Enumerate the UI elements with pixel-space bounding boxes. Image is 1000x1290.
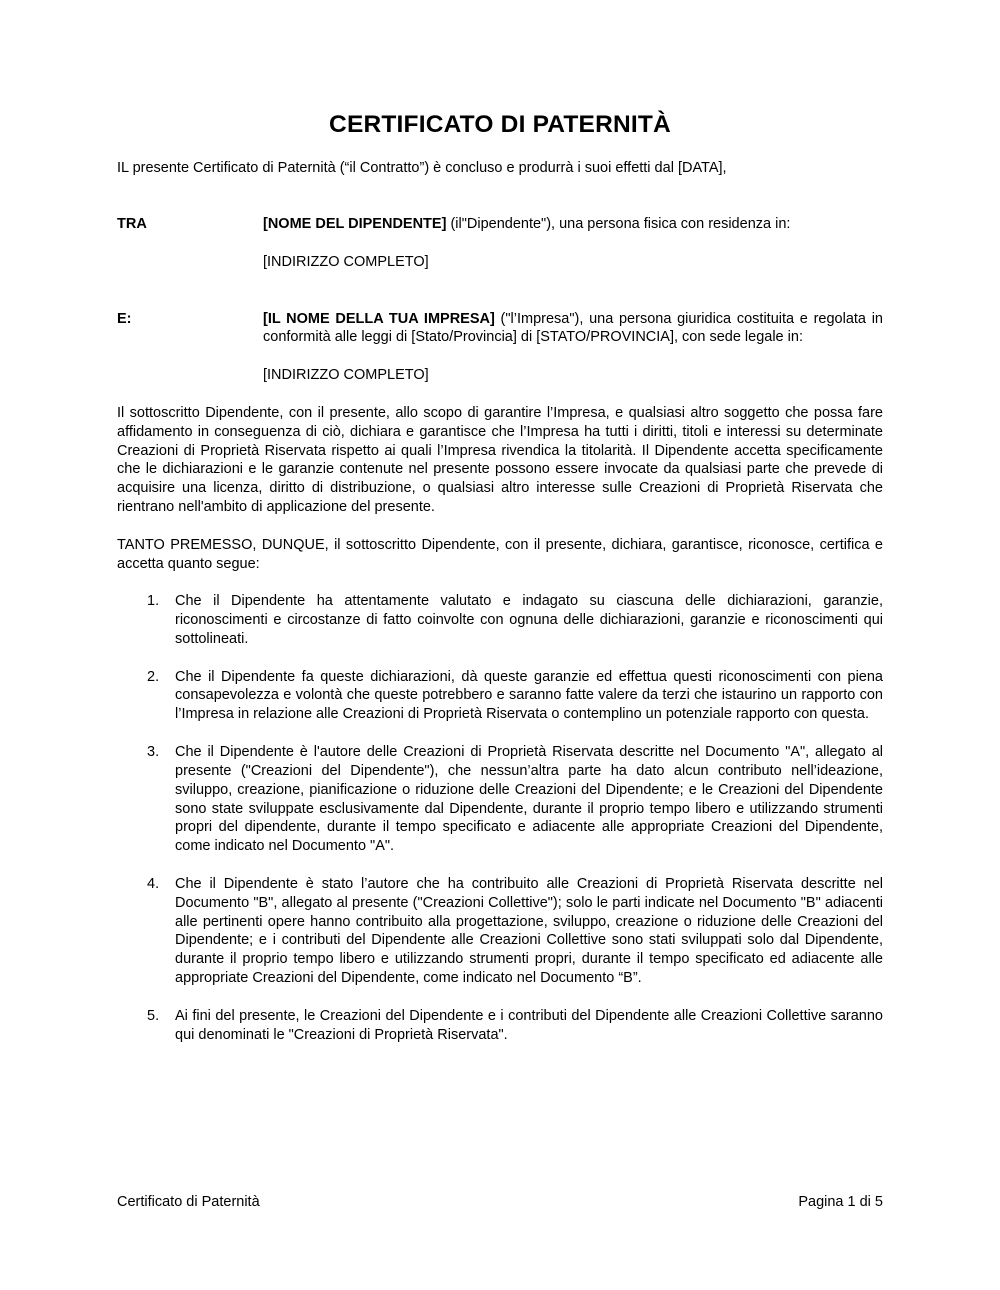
party-label-e: E: [117, 310, 132, 327]
party-block-tra [117, 215, 883, 234]
clause-text: Che il Dipendente fa queste dichiarazioni, dà queste garanzie ed effettua questi riconoscimenti con piena consapevolezza e volontà che queste potrebbero e saranno fatte valere da terzi che istaurino un rapporto con l’Impresa in relazione alle Creazioni di Proprietà Riservata o contemplino un potenziale rapporto con questa. [175, 668, 883, 723]
clause-item-4 [117, 875, 883, 988]
party-body-tra [263, 215, 883, 234]
clause-list [117, 592, 883, 1044]
page-footer [117, 1193, 883, 1212]
party-label-tra: TRA [117, 216, 147, 233]
clause-number: 4. [147, 875, 160, 892]
party-block-e [117, 310, 883, 348]
party-description-company: ("l’Impresa"), una persona giuridica costituita e regolata in conformità alle leggi di [Stato/Provincia] di [STATO/PROVINCIA], con sede legale in: [263, 310, 883, 346]
intro-paragraph: IL presente Certificato di Paternità (“il Contratto”) è concluso e produrrà i suoi effetti dal [DATA], [117, 159, 727, 176]
document-title: CERTIFICATO DI PATERNITÀ [329, 111, 671, 138]
recitals-paragraph: Il sottoscritto Dipendente, con il presente, allo scopo di garantire l’Impresa, e qualsiasi altro soggetto che possa fare affidamento in conseguenza di ciò, dichiara e garantisce che l’Impresa ha tutti i diritti, titoli e interessi su determinate Creazioni di Proprietà Riservata rispetto ai quali l’Impresa rivendica la titolarità. Il Dipendente accetta specificamente che le dichiarazioni e le garanzie contenute nel presente possono essere invocate da qualsiasi parte che prevede di acquisire una licenza, diritto di distribuzione, o qualsiasi altro interesse sulle Creazioni di Proprietà Riservata che rientrano nell'ambito di applicazione del presente. [117, 404, 883, 516]
party-description-employee: (il"Dipendente"), una persona fisica con residenza in: [450, 216, 791, 233]
clause-item-1 [117, 592, 883, 649]
lead-in-paragraph: TANTO PREMESSO, DUNQUE, il sottoscritto Dipendente, con il presente, dichiara, garantisce, riconosce, certifica e accetta quanto segue: [117, 536, 883, 572]
clause-text: Che il Dipendente è stato l’autore che ha contribuito alle Creazioni di Proprietà Riservata descritte nel Documento "B", allegato al presente ("Creazioni Collettive"); solo le parti indicate nel Documento "B" adiacenti alle pertinenti opere hanno contribuito alla progettazione, sviluppo, creazione o riduzione delle Creazioni del Dipendente; e i contributi del Dipendente alle Creazioni Collettive sono stati sviluppati solo dal Dipendente, durante il proprio tempo libero e utilizzando strumenti propri, durante il tempo specificato ed adiacente alle appropriate Creazioni del Dipendente, come indicato nel Documento “B”. [175, 875, 883, 987]
clause-item-3 [117, 743, 883, 856]
footer-doc-title: Certificato di Paternità [117, 1194, 260, 1210]
clause-number: 5. [147, 1007, 160, 1024]
party-address-company: [INDIRIZZO COMPLETO] [263, 367, 429, 384]
clause-number: 2. [147, 668, 160, 685]
clause-text: Che il Dipendente ha attentamente valutato e indagato su ciascuna delle dichiarazioni, garanzie, riconoscimenti e circostanze di fatto coinvolte con ognuna delle dichiarazioni, garanzie e riconoscimenti qui sottolineati. [175, 593, 883, 647]
clause-text: Ai fini del presente, le Creazioni del Dipendente e i contributi del Dipendente alle Creazioni Collettive saranno qui denominati le "Creazioni di Proprietà Riservata". [175, 1007, 883, 1043]
party-address-employee: [INDIRIZZO COMPLETO] [263, 254, 429, 271]
footer-page-number: Pagina 1 di 5 [798, 1194, 883, 1210]
clause-text: Che il Dipendente è l'autore delle Creazioni di Proprietà Riservata descritte nel Documento "A", allegato al presente ("Creazioni del Dipendente"), che nessun’altra parte ha dato alcun contributo nell’ideazione, sviluppo, creazione, pianificazione o riduzione delle Creazioni del Dipendente; e le Creazioni del Dipendente sono state sviluppate esclusivamente dal Dipendente, durante il proprio tempo libero e utilizzando strumenti propri del dipendente, durante il tempo specificato e adiacente alle appropriate Creazioni del Dipendente, come indicato nel Documento "A". [175, 744, 883, 855]
clause-item-2 [117, 668, 883, 725]
party-body-e [263, 310, 883, 348]
clause-number: 3. [147, 744, 160, 760]
party-name-employee: [NOME DEL DIPENDENTE] [263, 216, 447, 233]
clause-number: 1. [147, 593, 160, 610]
party-name-company: [IL NOME DELLA TUA IMPRESA] [263, 310, 495, 327]
clause-item-5 [117, 1007, 883, 1045]
